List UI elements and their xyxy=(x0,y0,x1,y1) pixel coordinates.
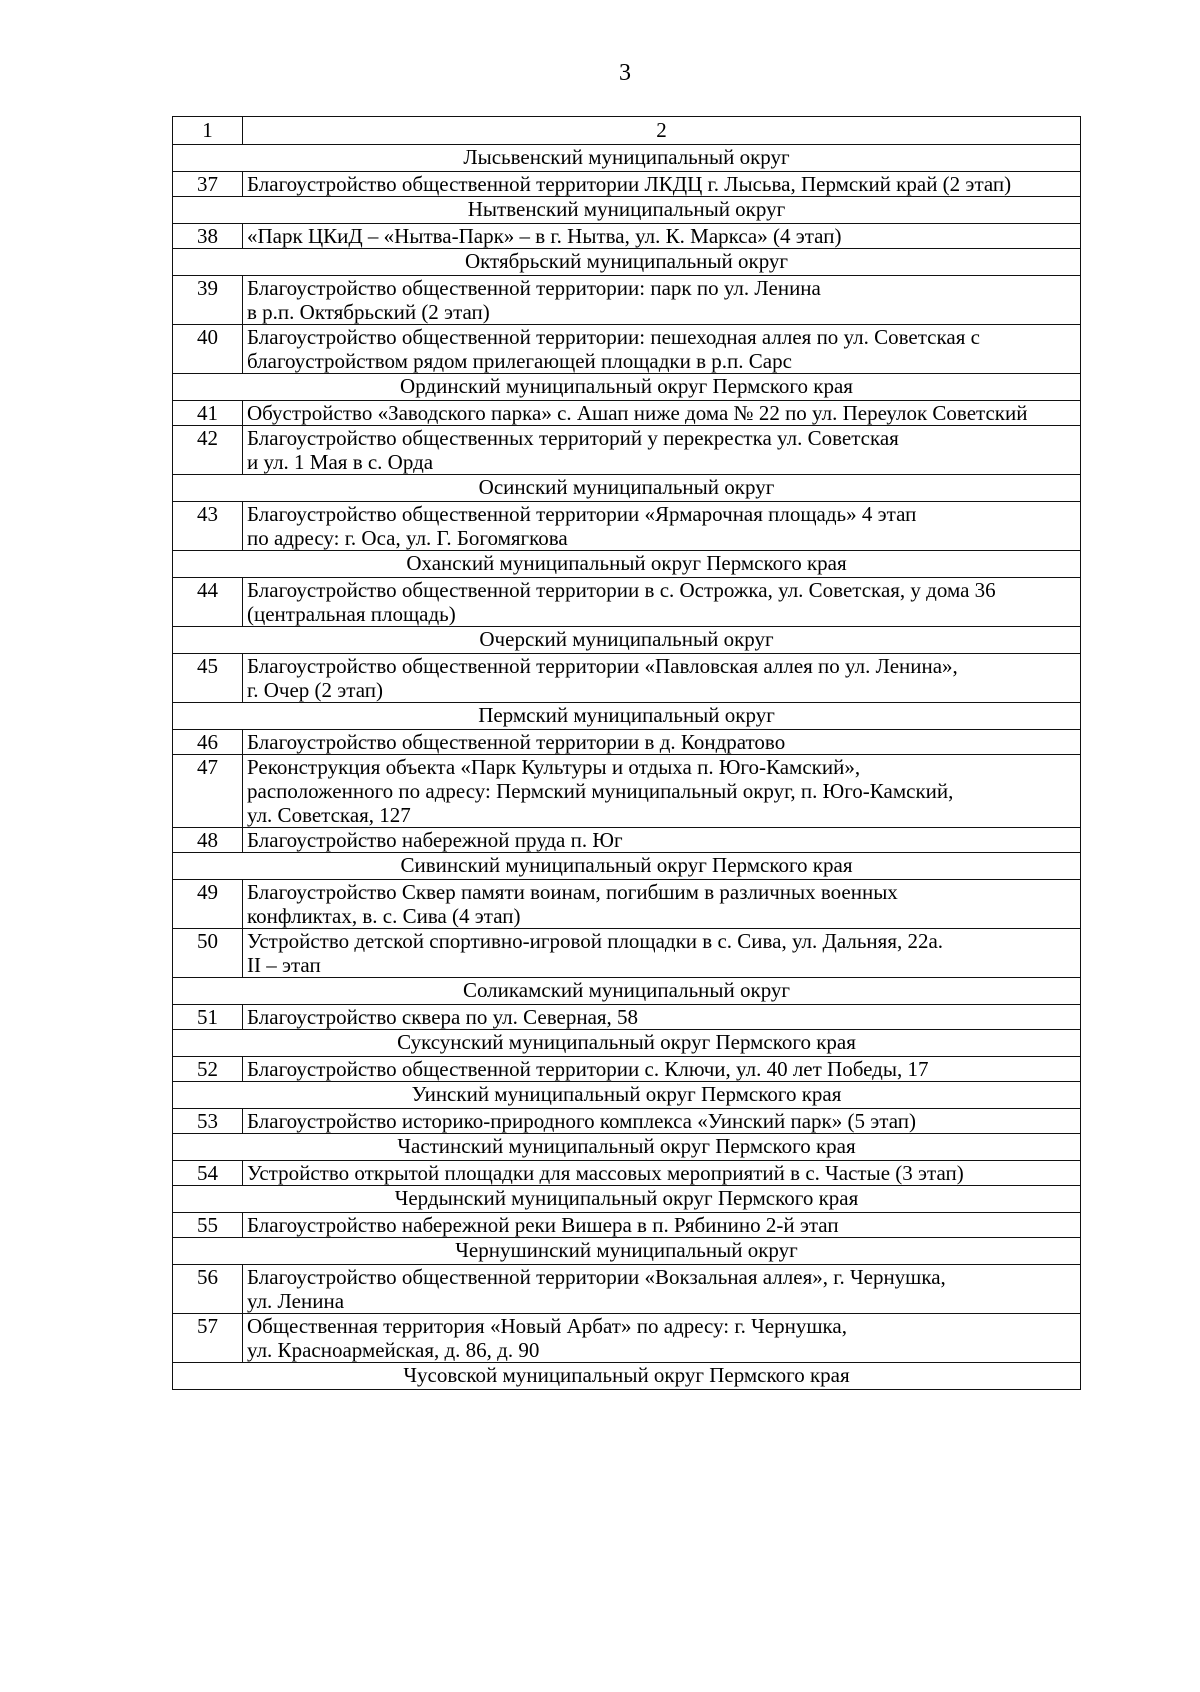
table-row xyxy=(173,276,1081,325)
item-number: 47 xyxy=(173,755,243,828)
table-row xyxy=(173,1109,1081,1134)
item-description: Общественная территория «Новый Арбат» по адресу: г. Чернушка, ул. Красноармейская, д. 86, д. 90 xyxy=(243,1314,1081,1363)
district-name: Чердынский муниципальный округ Пермского края xyxy=(173,1186,1081,1213)
district-name: Осинский муниципальный округ xyxy=(173,475,1081,502)
table-row xyxy=(173,502,1081,551)
district-row xyxy=(173,249,1081,276)
item-description: Благоустройство общественной территории «Ярмарочная площадь» 4 этап по адресу: г. Оса, ул. Г. Богомягкова xyxy=(243,502,1081,551)
table-row xyxy=(173,1314,1081,1363)
district-name: Уинский муниципальный округ Пермского края xyxy=(173,1082,1081,1109)
district-row xyxy=(173,703,1081,730)
district-row xyxy=(173,145,1081,172)
district-row xyxy=(173,1082,1081,1109)
table-row xyxy=(173,730,1081,755)
district-name: Очерский муниципальный округ xyxy=(173,627,1081,654)
item-number: 39 xyxy=(173,276,243,325)
item-description: Благоустройство общественной территории: парк по ул. Ленина в р.п. Октябрьский (2 этап) xyxy=(243,276,1081,325)
item-number: 46 xyxy=(173,730,243,755)
district-row xyxy=(173,1238,1081,1265)
item-description: Благоустройство набережной реки Вишера в п. Рябинино 2-й этап xyxy=(243,1213,1081,1238)
district-row xyxy=(173,475,1081,502)
table-row xyxy=(173,325,1081,374)
table-row xyxy=(173,1265,1081,1314)
table-row xyxy=(173,1057,1081,1082)
table-row xyxy=(173,654,1081,703)
item-number: 56 xyxy=(173,1265,243,1314)
district-row xyxy=(173,627,1081,654)
table-row xyxy=(173,172,1081,197)
item-number: 52 xyxy=(173,1057,243,1082)
item-description: Благоустройство общественной территории в с. Острожка, ул. Советская, у дома 36 (центральная площадь) xyxy=(243,578,1081,627)
item-description: «Парк ЦКиД – «Нытва-Парк» – в г. Нытва, ул. К. Маркса» (4 этап) xyxy=(243,224,1081,249)
item-number: 53 xyxy=(173,1109,243,1134)
district-row xyxy=(173,551,1081,578)
table-row xyxy=(173,401,1081,426)
district-row xyxy=(173,1363,1081,1390)
district-row xyxy=(173,374,1081,401)
item-number: 43 xyxy=(173,502,243,551)
district-row xyxy=(173,853,1081,880)
item-description: Благоустройство общественной территории: пешеходная аллея по ул. Советская с благоустройством рядом прилегающей площадки в р.п. Сарс xyxy=(243,325,1081,374)
item-number: 42 xyxy=(173,426,243,475)
item-number: 38 xyxy=(173,224,243,249)
item-number: 45 xyxy=(173,654,243,703)
item-number: 55 xyxy=(173,1213,243,1238)
district-name: Соликамский муниципальный округ xyxy=(173,978,1081,1005)
item-description: Благоустройство сквера по ул. Северная, 58 xyxy=(243,1005,1081,1030)
table-row xyxy=(173,1213,1081,1238)
district-row xyxy=(173,978,1081,1005)
item-description: Благоустройство Сквер памяти воинам, погибшим в различных военных конфликтах, в. с. Сива (4 этап) xyxy=(243,880,1081,929)
table-row xyxy=(173,755,1081,828)
item-description: Обустройство «Заводского парка» с. Ашап ниже дома № 22 по ул. Переулок Советский xyxy=(243,401,1081,426)
district-name: Нытвенский муниципальный округ xyxy=(173,197,1081,224)
territories-table xyxy=(172,116,1081,1390)
item-description: Благоустройство историко-природного комплекса «Уинский парк» (5 этап) xyxy=(243,1109,1081,1134)
table-row xyxy=(173,929,1081,978)
district-name: Октябрьский муниципальный округ xyxy=(173,249,1081,276)
district-row xyxy=(173,197,1081,224)
item-number: 50 xyxy=(173,929,243,978)
district-row xyxy=(173,1186,1081,1213)
item-number: 49 xyxy=(173,880,243,929)
table-row xyxy=(173,880,1081,929)
item-number: 54 xyxy=(173,1161,243,1186)
item-description: Реконструкция объекта «Парк Культуры и отдыха п. Юго-Камский», расположенного по адресу: Пермский муниципальный округ, п. Юго-Камский, ул. Советская, 127 xyxy=(243,755,1081,828)
item-description: Благоустройство общественной территории ЛКДЦ г. Лысьва, Пермский край (2 этап) xyxy=(243,172,1081,197)
item-number: 40 xyxy=(173,325,243,374)
item-description: Устройство открытой площадки для массовых мероприятий в с. Частые (3 этап) xyxy=(243,1161,1081,1186)
table-row xyxy=(173,1161,1081,1186)
table-row xyxy=(173,1005,1081,1030)
item-number: 44 xyxy=(173,578,243,627)
district-name: Оханский муниципальный округ Пермского края xyxy=(173,551,1081,578)
district-name: Ординский муниципальный округ Пермского края xyxy=(173,374,1081,401)
district-row xyxy=(173,1030,1081,1057)
item-description: Благоустройство общественной территории в д. Кондратово xyxy=(243,730,1081,755)
district-name: Чусовской муниципальный округ Пермского края xyxy=(173,1363,1081,1390)
district-name: Лысьвенский муниципальный округ xyxy=(173,145,1081,172)
item-number: 37 xyxy=(173,172,243,197)
table-row xyxy=(173,224,1081,249)
item-number: 48 xyxy=(173,828,243,853)
page-number: 3 xyxy=(619,60,631,86)
column-2-header: 2 xyxy=(243,117,1081,145)
item-number: 57 xyxy=(173,1314,243,1363)
district-name: Чернушинский муниципальный округ xyxy=(173,1238,1081,1265)
district-name: Сивинский муниципальный округ Пермского края xyxy=(173,853,1081,880)
item-description: Устройство детской спортивно-игровой площадки в с. Сива, ул. Дальняя, 22а. II – этап xyxy=(243,929,1081,978)
item-description: Благоустройство набережной пруда п. Юг xyxy=(243,828,1081,853)
table-row xyxy=(173,426,1081,475)
table-row xyxy=(173,828,1081,853)
district-name: Суксунский муниципальный округ Пермского края xyxy=(173,1030,1081,1057)
district-row xyxy=(173,1134,1081,1161)
district-name: Пермский муниципальный округ xyxy=(173,703,1081,730)
item-description: Благоустройство общественной территории «Вокзальная аллея», г. Чернушка, ул. Ленина xyxy=(243,1265,1081,1314)
item-description: Благоустройство общественной территории с. Ключи, ул. 40 лет Победы, 17 xyxy=(243,1057,1081,1082)
table-body xyxy=(173,117,1081,1390)
item-number: 51 xyxy=(173,1005,243,1030)
column-1-header: 1 xyxy=(173,117,243,145)
district-name: Частинский муниципальный округ Пермского края xyxy=(173,1134,1081,1161)
item-number: 41 xyxy=(173,401,243,426)
item-description: Благоустройство общественных территорий у перекрестка ул. Советская и ул. 1 Мая в с. Орда xyxy=(243,426,1081,475)
table-header-row xyxy=(173,117,1081,145)
table-row xyxy=(173,578,1081,627)
item-description: Благоустройство общественной территории «Павловская аллея по ул. Ленина», г. Очер (2 этап) xyxy=(243,654,1081,703)
